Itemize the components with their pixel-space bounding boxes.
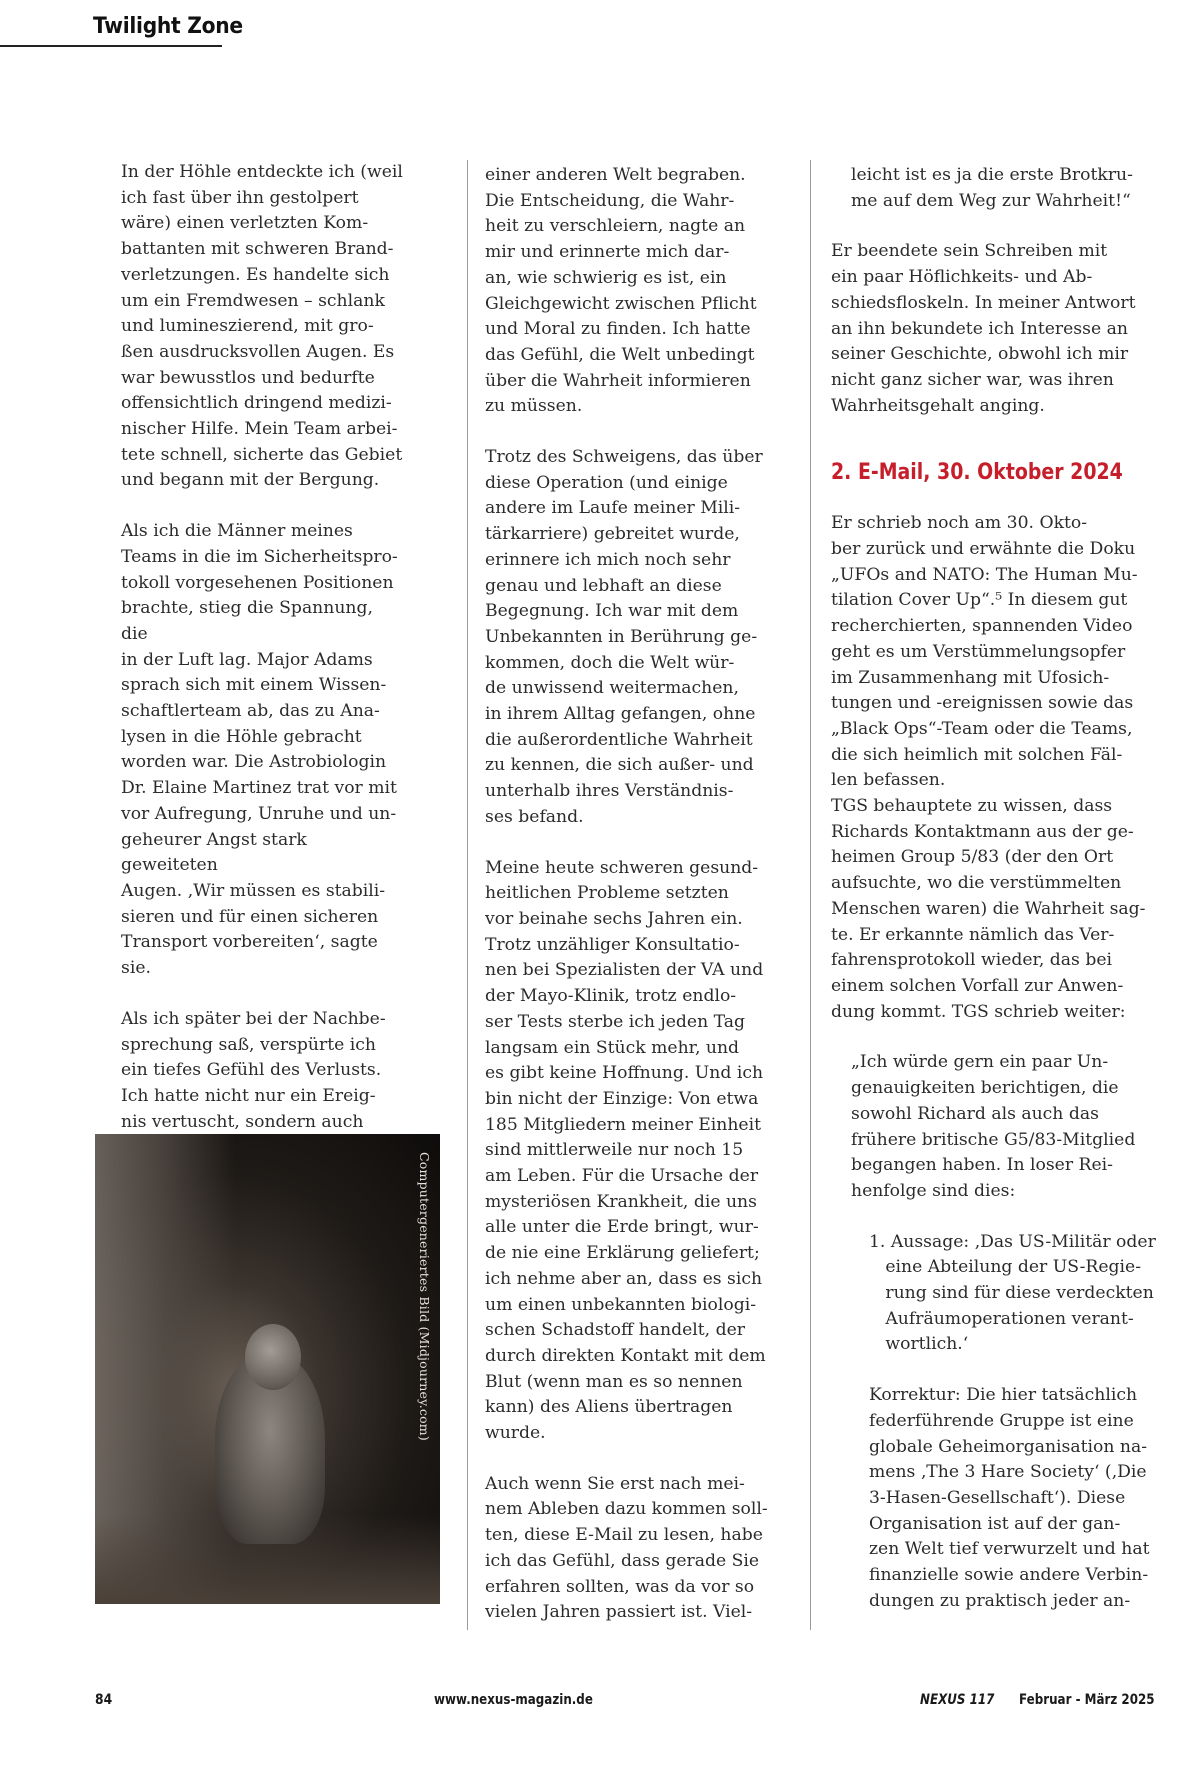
- column-divider-1: [467, 160, 468, 1630]
- article-column-3: [831, 163, 1159, 1614]
- article-column-2: [485, 163, 769, 1626]
- issue-date: Februar - März 2025: [1019, 1692, 1155, 1708]
- website-url: www.nexus-magazin.de: [434, 1692, 593, 1708]
- article-column-1: [121, 160, 405, 1161]
- paragraph: Er beendete sein Schreiben mit ein paar Höflichkeits- und Ab- schiedsfloskeln. In meiner Antwort an ihn bekundete ich Interesse an seiner Geschichte, obwohl ich mir nicht ganz sicher war, was ihren Wahrheitsgehalt anging.: [831, 241, 1136, 416]
- page-number: 84: [95, 1692, 113, 1708]
- column-divider-2: [810, 160, 811, 1630]
- quote-list-item: 1. Aussage: ‚Das US-Militär oder eine Abteilung der US-Regie- rung sind für diese verdeckten Aufräumoperationen verant- wortlich.‘: [869, 1231, 1156, 1355]
- quote-paragraph: „Ich würde gern ein paar Un- genauigkeiten berichtigen, die sowohl Richard als auch das frühere britische G5/83-Mitglied begangen haben. In loser Rei- henfolge sind dies:: [851, 1052, 1136, 1201]
- section-title: Twilight Zone: [93, 14, 243, 39]
- paragraph: leicht ist es ja die erste Brotkru- me auf dem Weg zur Wahrheit!“: [851, 165, 1133, 211]
- paragraph: Als ich später bei der Nachbe- sprechung saß, verspürte ich ein tiefes Gefühl des Verlusts. Ich hatte nicht nur ein Ereig- nis vertuscht, sondern auch: [121, 1008, 386, 1132]
- header-rule: [0, 45, 222, 47]
- paragraph: Er schrieb noch am 30. Okto- ber zurück und erwähnte die Doku „UFOs and NATO: The Human Mu- tilation Cover Up“.⁵ In diesem gut recherchierten, spannenden Video geht es um Verstümmelungsopfer im Zusammenhang mit Ufosich- tungen und -ereignissen sowie das „Black Ops“-Team oder die Teams, die sich heimlich mit solchen Fäl- len befassen.: [831, 513, 1138, 791]
- quote-paragraph: Korrektur: Die hier tatsächlich federführende Gruppe ist eine globale Geheimorganisation na- mens ‚The 3 Hare Society‘ (‚Die 3-Hasen-Gesellschaft‘). Diese Organisation ist auf der gan- zen Welt tief verwurzelt und hat finanzielle sowie andere Verbin- dungen zu praktisch jeder an-: [869, 1385, 1150, 1611]
- article-image: [95, 1134, 440, 1604]
- paragraph: In der Höhle entdeckte ich (weil ich fast über ihn gestolpert wäre) einen verletzten Kom- battanten mit schweren Brand- verletzungen. Es handelte sich um ein Fremdwesen – schlank und lumineszierend, mit gro- ßen ausdrucksvollen Augen. Es war bewusstlos und bedurfte offensichtlich dringend medizi- nischer Hilfe. Mein Team arbei- tete schnell, sicherte das Gebiet und begann mit der Bergung.: [121, 162, 403, 491]
- paragraph: Als ich die Männer meines Teams in die im Sicherheitspro- tokoll vorgesehenen Positionen brachte, stieg die Spannung, die in der Luft lag. Major Adams sprach sich mit einem Wissen- schaftlerteam ab, das zu Ana- lysen in die Höhle gebracht worden war. Die Astrobiologin Dr. Elaine Martinez trat vor mit vor Aufregung, Unruhe und un- geheurer Angst stark geweiteten Augen. ‚Wir müssen es stabili- sieren und für einen sicheren Transport vorbereiten‘, sagte sie.: [121, 521, 398, 979]
- section-heading: 2. E-Mail, 30. Oktober 2024: [831, 460, 1123, 486]
- paragraph: Trotz des Schweigens, das über diese Operation (und einige andere im Laufe meiner Mili- tärkarriere) gebreitet wurde, erinnere ich mich noch sehr genau und lebhaft an diese Begegnung. Ich war mit dem Unbekannten in Berührung ge- kommen, doch die Welt wür- de unwissend weitermachen, in ihrem Alltag gefangen, ohne die außerordentliche Wahrheit zu kennen, die sich außer- und unterhalb ihres Verständnis- ses befand.: [485, 447, 763, 827]
- image-credit: Computergeneriertes Bild (Midjourney.com): [417, 1152, 432, 1441]
- paragraph: Meine heute schweren gesund- heitlichen Probleme setzten vor beinahe sechs Jahren ein. Trotz unzähliger Konsultatio- nen bei Spezialisten der VA und der Mayo-Klinik, trotz endlo- ser Tests sterbe ich jeden Tag langsam ein Stück mehr, und es gibt keine Hoffnung. Und ich bin nicht der Einzige: Von etwa 185 Mitgliedern meiner Einheit sind mittlerweile nur noch 15 am Leben. Für die Ursache der mysteriösen Krankheit, die uns alle unter die Erde bringt, wur- de nie eine Erklärung geliefert; ich nehme aber an, dass es sich um einen unbekannten biologi- schen Schadstoff handelt, der durch direkten Kontakt mit dem Blut (wenn man es so nennen kann) des Aliens übertragen wurde.: [485, 857, 766, 1444]
- paragraph: TGS behauptete zu wissen, dass Richards Kontaktmann aus der ge- heimen Group 5/83 (der den Ort aufsuchte, wo die verstümmelten Menschen waren) die Wahrheit sag- te. Er erkannte nämlich das Ver- fahrensprotokoll wieder, das bei einem solchen Vorfall zur Anwen- dung kommt. TGS schrieb weiter:: [831, 796, 1146, 1022]
- alien-figure-head: [245, 1324, 301, 1390]
- magazine-issue: NEXUS 117: [920, 1692, 995, 1708]
- paragraph: einer anderen Welt begraben. Die Entscheidung, die Wahr- heit zu verschleiern, nagte an mir und erinnerte mich dar- an, wie schwierig es ist, ein Gleichgewicht zwischen Pflicht und Moral zu finden. Ich hatte das Gefühl, die Welt unbedingt über die Wahrheit informieren zu müssen.: [485, 165, 757, 417]
- paragraph: Auch wenn Sie erst nach mei- nem Ableben dazu kommen soll- ten, diese E-Mail zu lesen, habe ich das Gefühl, dass gerade Sie erfahren sollten, was da vor so vielen Jahren passiert ist. Viel-: [485, 1473, 768, 1623]
